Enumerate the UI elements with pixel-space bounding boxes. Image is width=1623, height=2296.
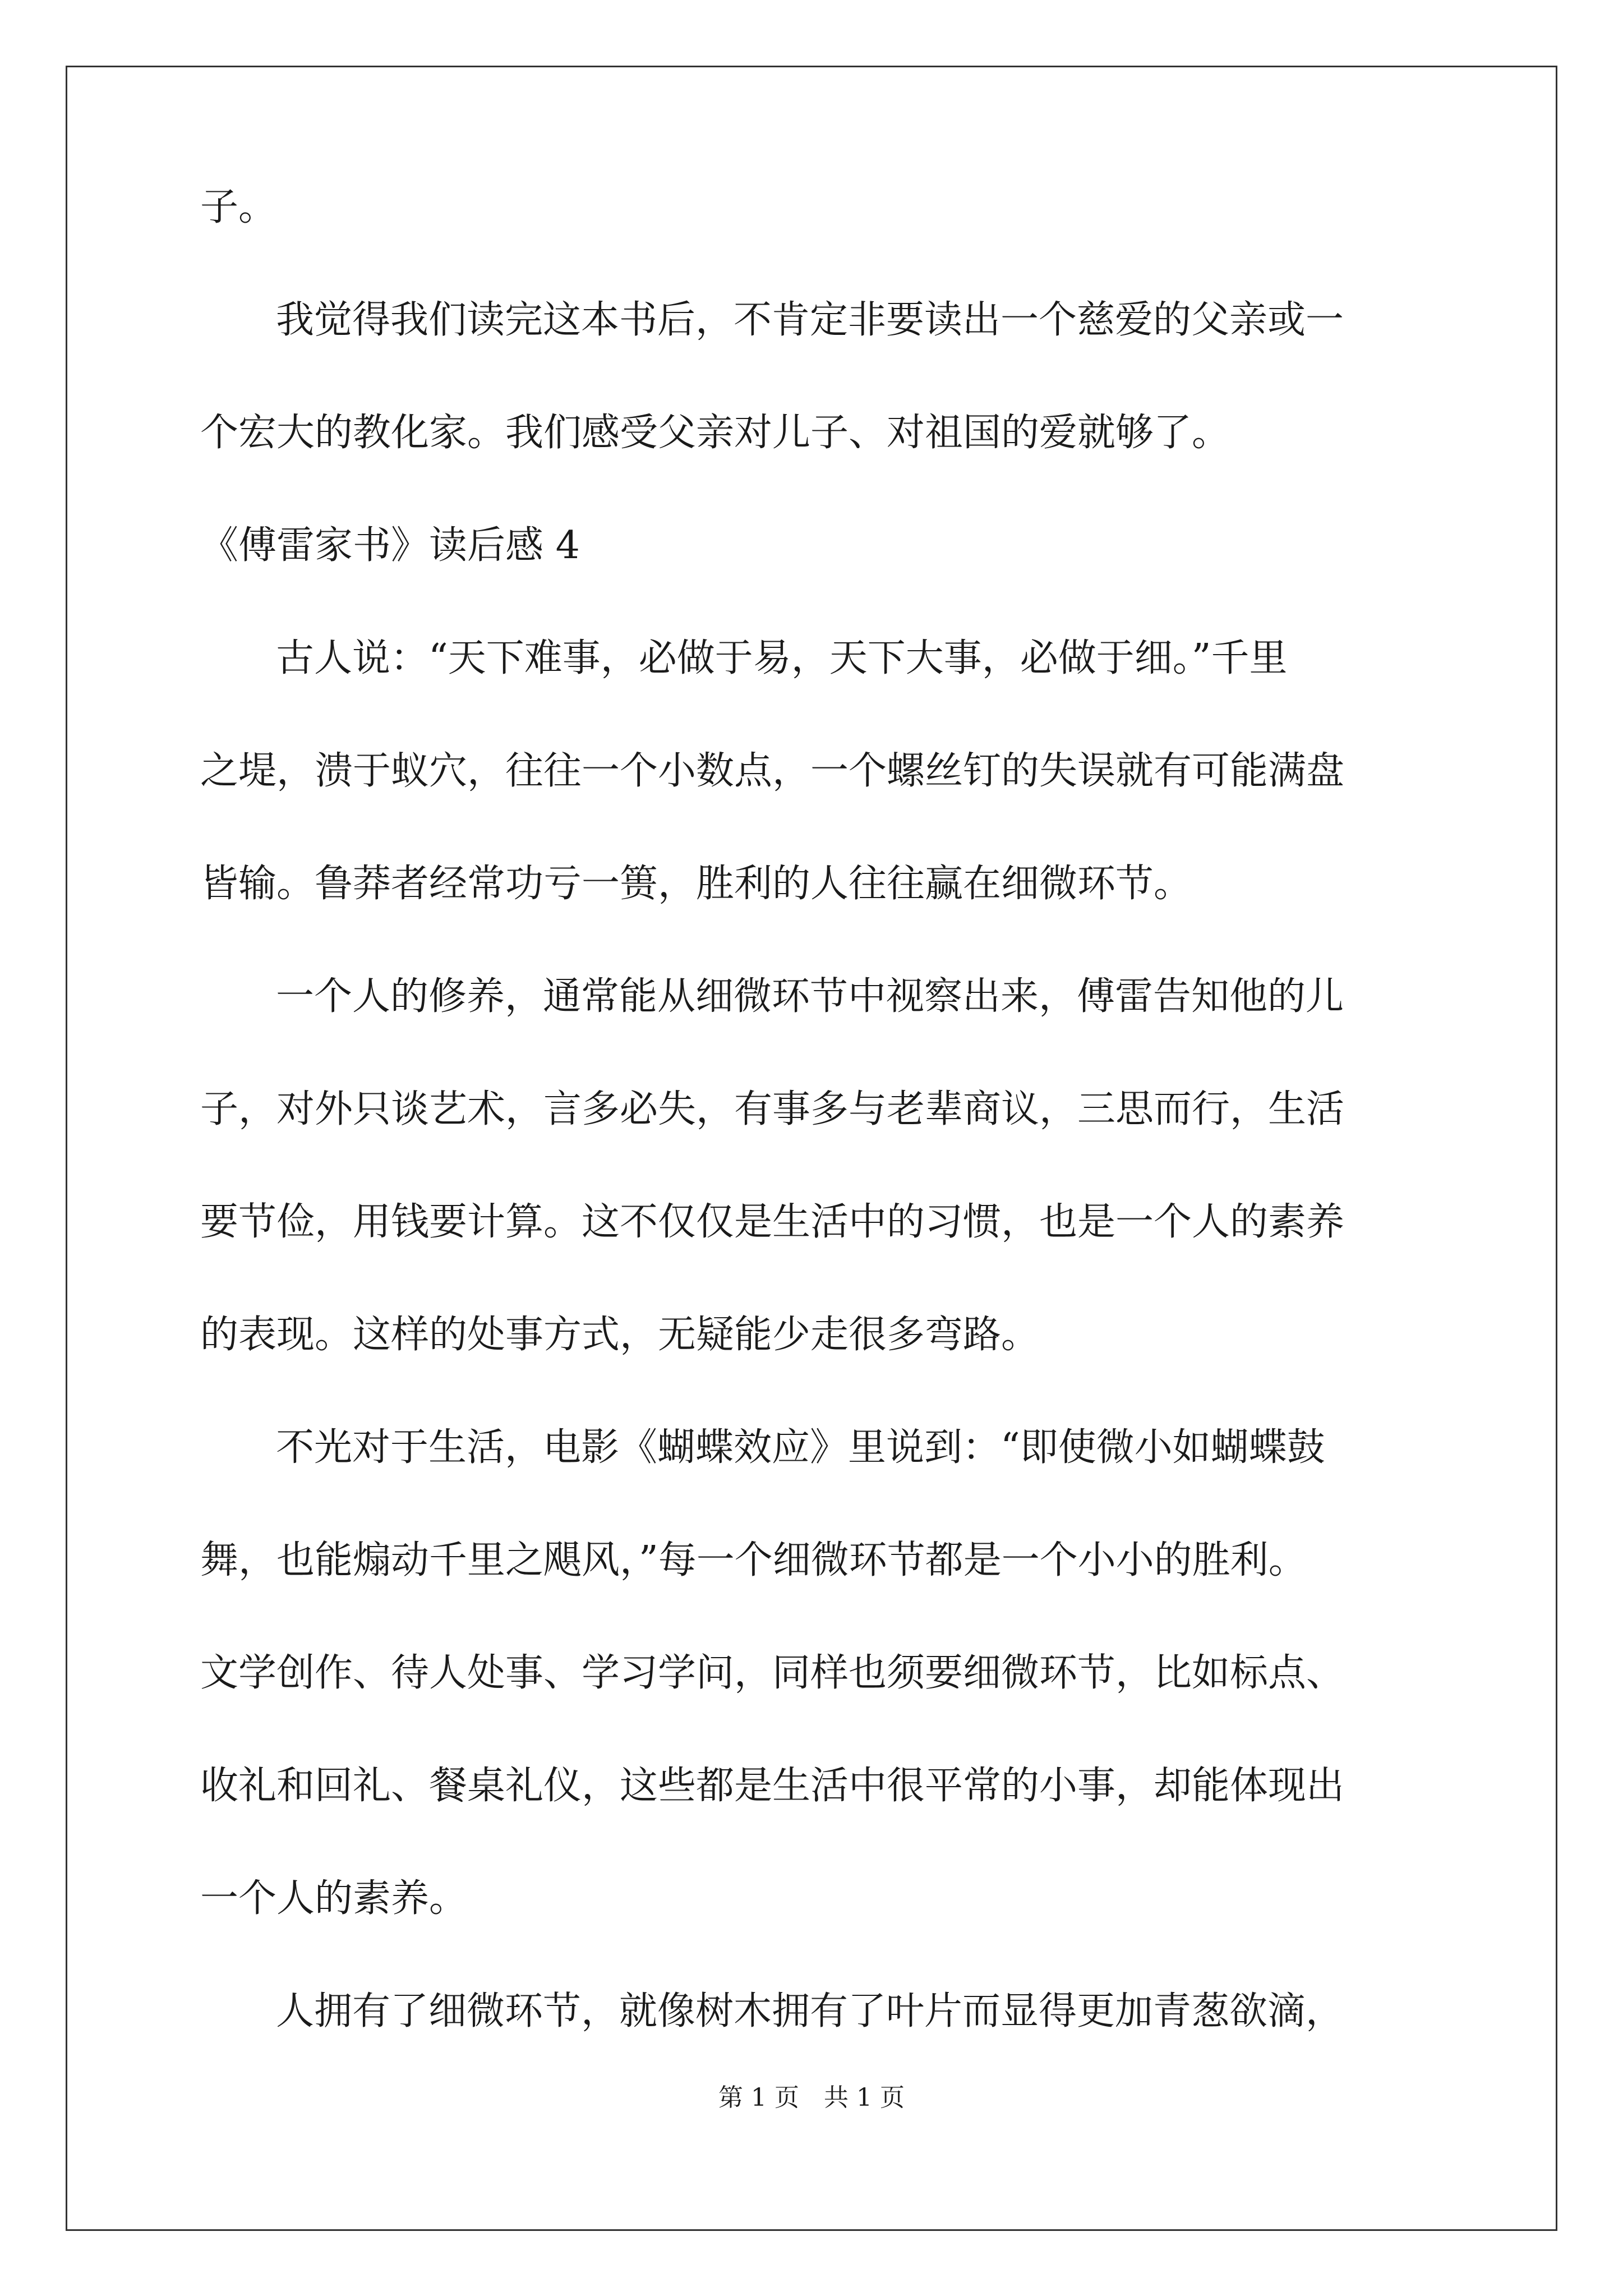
text-line: 古人说：“天下难事，必做于易，天下大事，必做于细。”千里 <box>276 636 1288 680</box>
text-line: 皆输。鲁莽者经常功亏一篑，胜利的人往往赢在细微环节。 <box>200 862 1192 906</box>
text-line: 要节俭，用钱要计算。这不仅仅是生活中的习惯，也是一个人的素养 <box>200 1200 1345 1244</box>
text-line: 一个人的修养，通常能从细微环节中视察出来，傅雷告知他的儿 <box>276 974 1344 1019</box>
section-title: 《傅雷家书》读后感 4 <box>200 523 580 568</box>
text-line: 之堤，溃于蚁穴，往往一个小数点，一个螺丝钉的失误就有可能满盘 <box>200 749 1345 793</box>
text-line: 人拥有了细微环节，就像树木拥有了叶片而显得更加青葱欲滴， <box>276 1989 1344 2033</box>
text-line: 我觉得我们读完这本书后，不肯定非要读出一个慈爱的父亲或一 <box>276 298 1344 342</box>
text-line: 收礼和回礼、餐桌礼仪，这些都是生活中很平常的小事，却能体现出 <box>200 1764 1345 1808</box>
document-body <box>200 180 1426 2096</box>
text-line: 一个人的素养。 <box>200 1876 468 1921</box>
text-line: 的表现。这样的处事方式，无疑能少走很多弯路。 <box>200 1313 1040 1357</box>
page-number-footer: 第 1 页 共 1 页 <box>718 2083 905 2112</box>
text-line: 舞，也能煽动千里之飓风，”每一个细微环节都是一个小小的胜利。 <box>200 1538 1307 1582</box>
text-line: 个宏大的教化家。我们感受父亲对儿子、对祖国的爱就够了。 <box>200 411 1230 455</box>
text-line: 子，对外只谈艺术，言多必失，有事多与老辈商议，三思而行，生活 <box>200 1087 1345 1131</box>
text-line: 子。 <box>200 185 277 229</box>
text-line: 文学创作、待人处事、学习学问，同样也须要细微环节，比如标点、 <box>200 1651 1345 1695</box>
text-line: 不光对于生活，电影《蝴蝶效应》里说到：“即使微小如蝴蝶鼓 <box>276 1425 1325 1470</box>
